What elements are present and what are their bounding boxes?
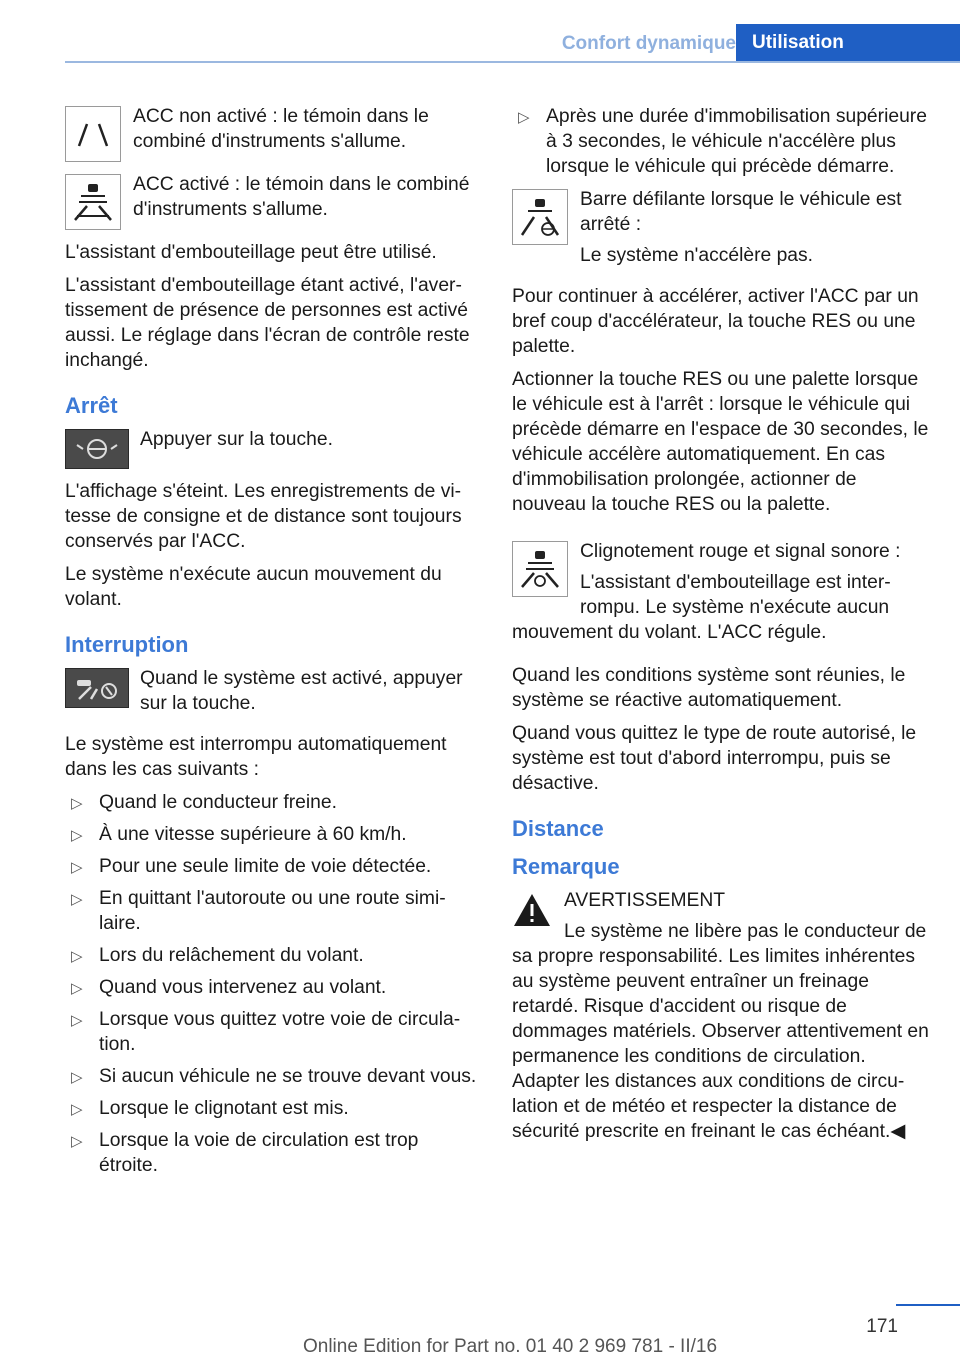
arret-row [65, 427, 480, 469]
footer-rule [896, 1304, 960, 1306]
heading-remarque: Remarque [512, 854, 620, 879]
paragraph: Pour continuer à accélérer, activer l'ACC par un bref coup d'accélérateur, la touche RES ou une palette. [512, 286, 919, 357]
edition-note: Online Edition for Part no. 01 40 2 969 781 - II/16 [302, 1336, 718, 1357]
paragraph: L'affichage s'éteint. Les enregistrements de vitesse de consigne et de distance sont toujours conservés par l'ACC. [65, 481, 462, 552]
standstill-bar-row [512, 187, 930, 274]
triangle-bullet-icon: ▷ [71, 795, 83, 812]
interruption-list [65, 790, 480, 1178]
acc-active-text: ACC activé : le témoin dans le combiné d'instruments s'allume. [133, 174, 470, 220]
interruption-row [65, 666, 480, 722]
list-item: ▷ Lors du relâchement du volant. [65, 943, 480, 968]
lane-pause-button-icon [65, 668, 129, 708]
acc-inactive-text: ACC non activé : le témoin dans le combiné d'instruments s'allume. [133, 106, 429, 152]
warning-block [512, 888, 930, 1144]
acc-active-row [65, 172, 480, 230]
lane-assist-standstill-icon [512, 189, 568, 245]
red-blink-text: Clignotement rouge et signal sonore : [580, 541, 901, 562]
standstill-text-2: Le système n'accélère pas. [580, 245, 814, 266]
triangle-bullet-icon: ▷ [71, 980, 83, 997]
list-item: ▷ Après une durée d'immobilisation supérieure à 3 secondes, le véhicule n'accélère plus lorsque le véhicule qui précède démarre. [518, 106, 927, 177]
list-item: ▷ En quittant l'autoroute ou une route similaire. [71, 888, 446, 934]
paragraph: L'assistant d'embouteillage peut être utilisé. [65, 242, 437, 263]
left-column [65, 104, 480, 1186]
header-tab: Utilisation [736, 24, 960, 62]
lane-lines-icon [65, 106, 121, 162]
list-item: ▷ Quand le conducteur freine. [65, 790, 480, 815]
triangle-bullet-icon: ▷ [71, 891, 83, 908]
paragraph: L'assistant d'embouteillage étant activé, l'avertissement de présence de personnes est activé aussi. Le réglage dans l'écran de contrôle reste inchangé. [65, 275, 470, 371]
triangle-bullet-icon: ▷ [71, 859, 83, 876]
paragraph: Quand les conditions système sont réunies, le système se réactive automatiquement. [512, 665, 906, 711]
list-item: ▷ Si aucun véhicule ne se trouve devant vous. [65, 1064, 480, 1089]
lane-assist-car-icon [65, 174, 121, 230]
red-blink-text-2: L'assistant d'embouteillage est interrompu. Le système n'exécute aucun [580, 572, 891, 618]
arret-text: Appuyer sur la touche. [140, 429, 333, 450]
standstill-list [512, 104, 930, 179]
paragraph: Le système est interrompu automatiquement dans les cas suivants : [65, 734, 447, 780]
lane-assist-warning-icon [512, 541, 568, 597]
list-item: ▷ À une vitesse supérieure à 60 km/h. [65, 822, 480, 847]
paragraph: Le système n'exécute aucun mouvement du volant. [65, 564, 442, 610]
triangle-bullet-icon: ▷ [71, 827, 83, 844]
page-number: 171 [866, 1316, 898, 1337]
header-section: Confort dynamique [561, 33, 736, 54]
list-item: ▷ Lorsque le clignotant est mis. [65, 1096, 480, 1121]
triangle-bullet-icon: ▷ [71, 1069, 83, 1086]
list-item: ▷ Lorsque la voie de circulation est trop étroite. [71, 1130, 419, 1176]
warning-triangle-icon [512, 892, 552, 928]
paragraph: Quand vous quittez le type de route autorisé, le système est tout d'abord interrompu, puis se désactive. [512, 723, 917, 794]
triangle-bullet-icon: ▷ [71, 1133, 83, 1150]
warning-title: AVERTISSEMENT [564, 890, 726, 911]
header-rule [65, 61, 960, 63]
triangle-bullet-icon: ▷ [71, 1101, 83, 1118]
standstill-text: Barre défilante lorsque le véhicule est arrêté : [580, 189, 902, 235]
red-blink-row [512, 539, 930, 620]
list-item: ▷ Pour une seule limite de voie détectée. [65, 854, 480, 879]
triangle-bullet-icon: ▷ [71, 1012, 83, 1029]
heading-distance: Distance [512, 816, 604, 841]
heading-arret: Arrêt [65, 393, 118, 418]
right-column [512, 104, 930, 1152]
list-item: ▷ Quand vous intervenez au volant. [65, 975, 480, 1000]
acc-inactive-row [65, 104, 480, 162]
paragraph: Actionner la touche RES ou une palette lorsque le véhicule est à l'arrêt : lorsque le véhicule qui précède démarre en l'espace de 30 secondes, le véhicule accélère automatiquement. En cas d'immobilisation prolongée, actionner de nouveau la touche RES ou la palette. [512, 369, 929, 515]
paragraph: mouvement du volant. L'ACC régule. [512, 622, 827, 643]
heading-interruption: Interruption [65, 632, 189, 657]
list-item: ▷ Lorsque vous quittez votre voie de circulation. [71, 1009, 461, 1055]
triangle-bullet-icon: ▷ [518, 109, 530, 126]
warning-text: Le système ne libère pas le conducteur de sa propre responsabilité. Les limites inhérentes au système peuvent entraîner un freinage retardé. Risque d'accident ou risque de dommages matériels. Observer attentivement en permanence les conditions de circulation. Adapter les distances aux conditions de circulation et de météo et respecter la distance de sécurité prescrite en freinant le cas échéant.◀ [512, 921, 929, 1142]
interruption-text: Quand le système est activé, appuyer sur la touche. [140, 668, 463, 714]
steering-wheel-button-icon [65, 429, 129, 469]
triangle-bullet-icon: ▷ [71, 948, 83, 965]
